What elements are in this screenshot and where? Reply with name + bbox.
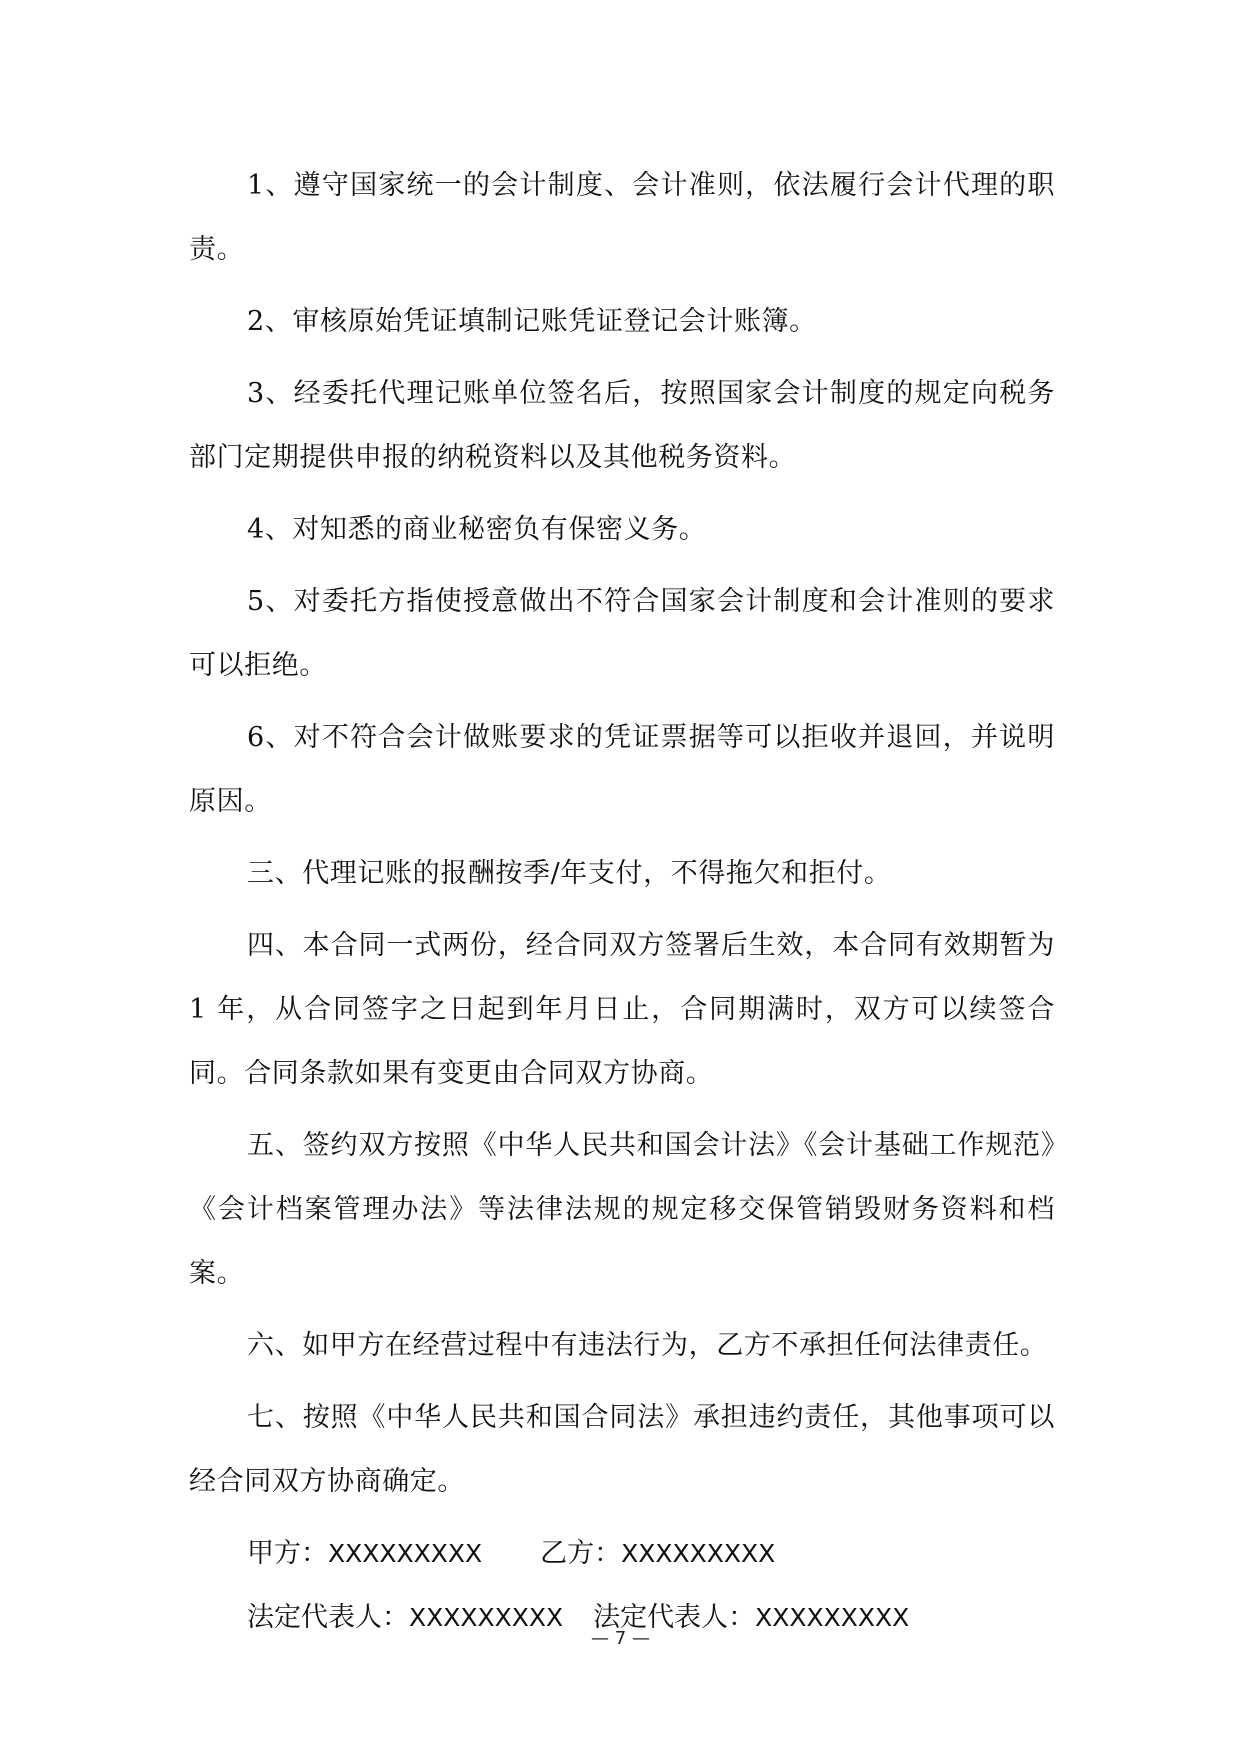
party-b-label: 乙方： [540,1538,622,1569]
party-a-label: 甲方： [247,1538,328,1569]
rep-a-value: XXXXXXXXX [409,1603,564,1632]
party-b-value: XXXXXXXXX [621,1539,776,1568]
section-3-payment: 三、代理记账的报酬按季/年支付，不得拖欠和拒付。 [247,858,892,889]
section-4-validity: 四、本合同一式两份，经合同双方签署后生效，本合同有效期暂为 1 年，从合同签字之日起到年月日止，合同期满时，双方可以续签合同。合同条款如果有变更由合同双方协商。 [189,930,1055,1089]
rep-a-label: 法定代表人： [247,1602,409,1633]
section-5-archives: 五、签约双方按照《中华人民共和国会计法》《会计基础工作规范》《会计档案管理办法》等法律法规的规定移交保管销毁财务资料和档案。 [189,1130,1055,1289]
party-a-value: XXXXXXXXX [328,1539,483,1568]
page-number: — 7 — [591,1628,650,1649]
party-signature-row [189,1522,1055,1586]
clause-1: 1、遵守国家统一的会计制度、会计准则，依法履行会计代理的职责。 [189,170,1055,265]
clause-3: 3、经委托代理记账单位签名后，按照国家会计制度的规定向税务部门定期提供申报的纳税资料以及其他税务资料。 [189,378,1055,473]
clause-2: 2、审核原始凭证填制记账凭证登记会计账簿。 [247,306,817,337]
clause-5: 5、对委托方指使授意做出不符合国家会计制度和会计准则的要求可以拒绝。 [189,586,1055,681]
contract-body [189,154,1055,1650]
rep-b-label: 法定代表人： [593,1602,756,1633]
section-7-breach: 七、按照《中华人民共和国合同法》承担违约责任，其他事项可以经合同双方协商确定。 [189,1402,1055,1497]
clause-6: 6、对不符合会计做账要求的凭证票据等可以拒收并退回，并说明原因。 [189,722,1055,817]
rep-b-value: XXXXXXXXX [755,1603,910,1632]
clause-4: 4、对知悉的商业秘密负有保密义务。 [247,514,707,545]
section-6-liability: 六、如甲方在经营过程中有违法行为，乙方不承担任何法律责任。 [247,1330,1048,1361]
